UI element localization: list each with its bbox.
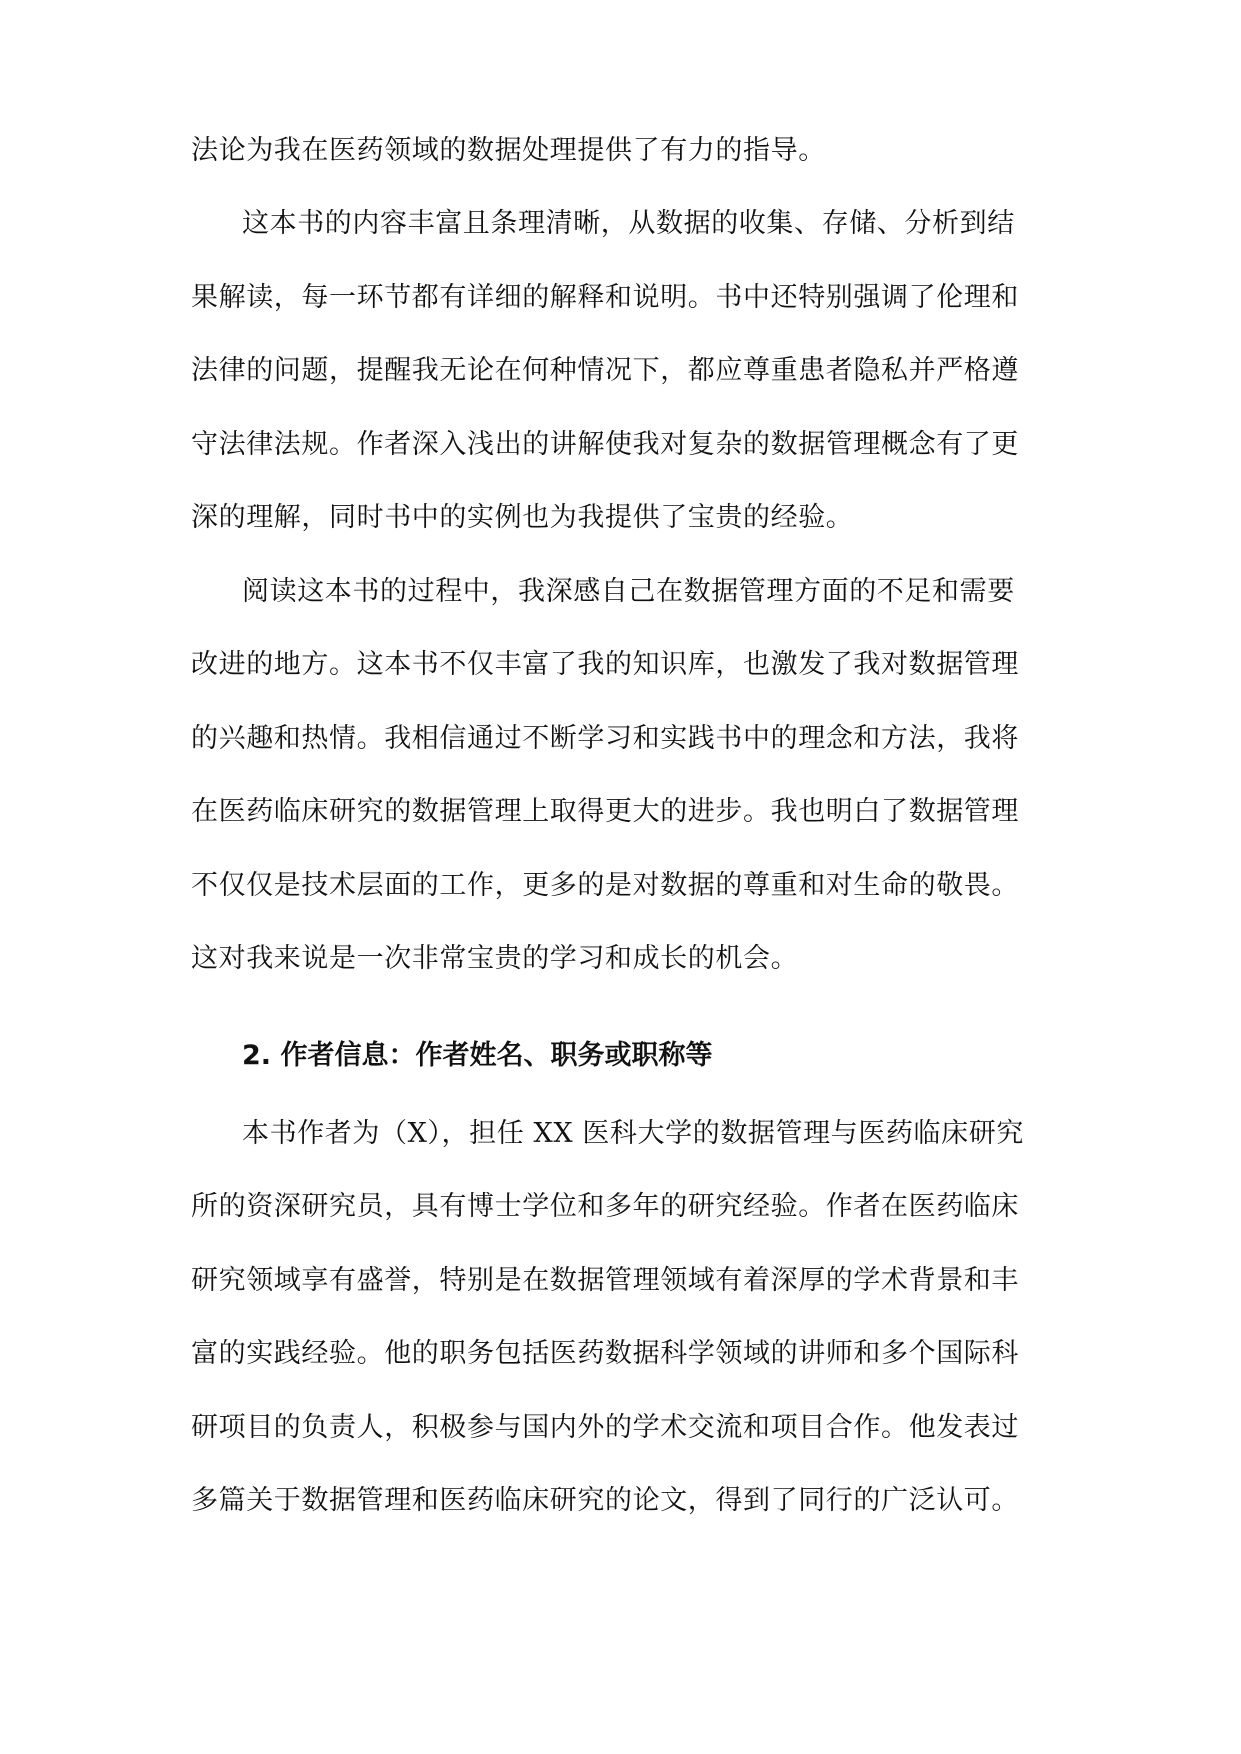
paragraph-4-line-1: 本书作者为（X），担任 XX 医科大学的数据管理与医药临床研究 [242, 1118, 1024, 1149]
paragraph-3-line-6: 这对我来说是一次非常宝贵的学习和成长的机会。 [191, 943, 799, 974]
paragraph-2-line-5: 深的理解，同时书中的实例也为我提供了宝贵的经验。 [191, 502, 854, 533]
paragraph-3-line-1: 阅读这本书的过程中，我深感自己在数据管理方面的不足和需要 [242, 576, 1015, 607]
paragraph-1-line-1: 法论为我在医药领域的数据处理提供了有力的指导。 [191, 135, 826, 166]
paragraph-4-line-6: 多篇关于数据管理和医药临床研究的论文，得到了同行的广泛认可。 [191, 1485, 1019, 1516]
paragraph-2-line-4: 守法律法规。作者深入浅出的讲解使我对复杂的数据管理概念有了更 [191, 429, 1019, 460]
paragraph-4-line-5: 研项目的负责人，积极参与国内外的学术交流和项目合作。他发表过 [191, 1412, 1019, 1443]
paragraph-2-line-1: 这本书的内容丰富且条理清晰，从数据的收集、存储、分析到结 [242, 208, 1015, 239]
paragraph-4-line-4: 富的实践经验。他的职务包括医药数据科学领域的讲师和多个国际科 [191, 1338, 1019, 1369]
paragraph-4-line-3: 研究领域享有盛誉，特别是在数据管理领域有着深厚的学术背景和丰 [191, 1265, 1019, 1296]
paragraph-3-line-3: 的兴趣和热情。我相信通过不断学习和实践书中的理念和方法，我将 [191, 723, 1019, 754]
section-heading: 2. 作者信息：作者姓名、职务或职称等 [242, 1040, 713, 1071]
paragraph-4-line-2: 所的资深研究员，具有博士学位和多年的研究经验。作者在医药临床 [191, 1191, 1019, 1222]
paragraph-2-line-3: 法律的问题，提醒我无论在何种情况下，都应尊重患者隐私并严格遵 [191, 355, 1019, 386]
paragraph-3-line-5: 不仅仅是技术层面的工作，更多的是对数据的尊重和对生命的敬畏。 [191, 870, 1019, 901]
paragraph-3-line-2: 改进的地方。这本书不仅丰富了我的知识库，也激发了我对数据管理 [191, 649, 1019, 680]
paragraph-3-line-4: 在医药临床研究的数据管理上取得更大的进步。我也明白了数据管理 [191, 796, 1019, 827]
paragraph-2-line-2: 果解读，每一环节都有详细的解释和说明。书中还特别强调了伦理和 [191, 282, 1019, 313]
